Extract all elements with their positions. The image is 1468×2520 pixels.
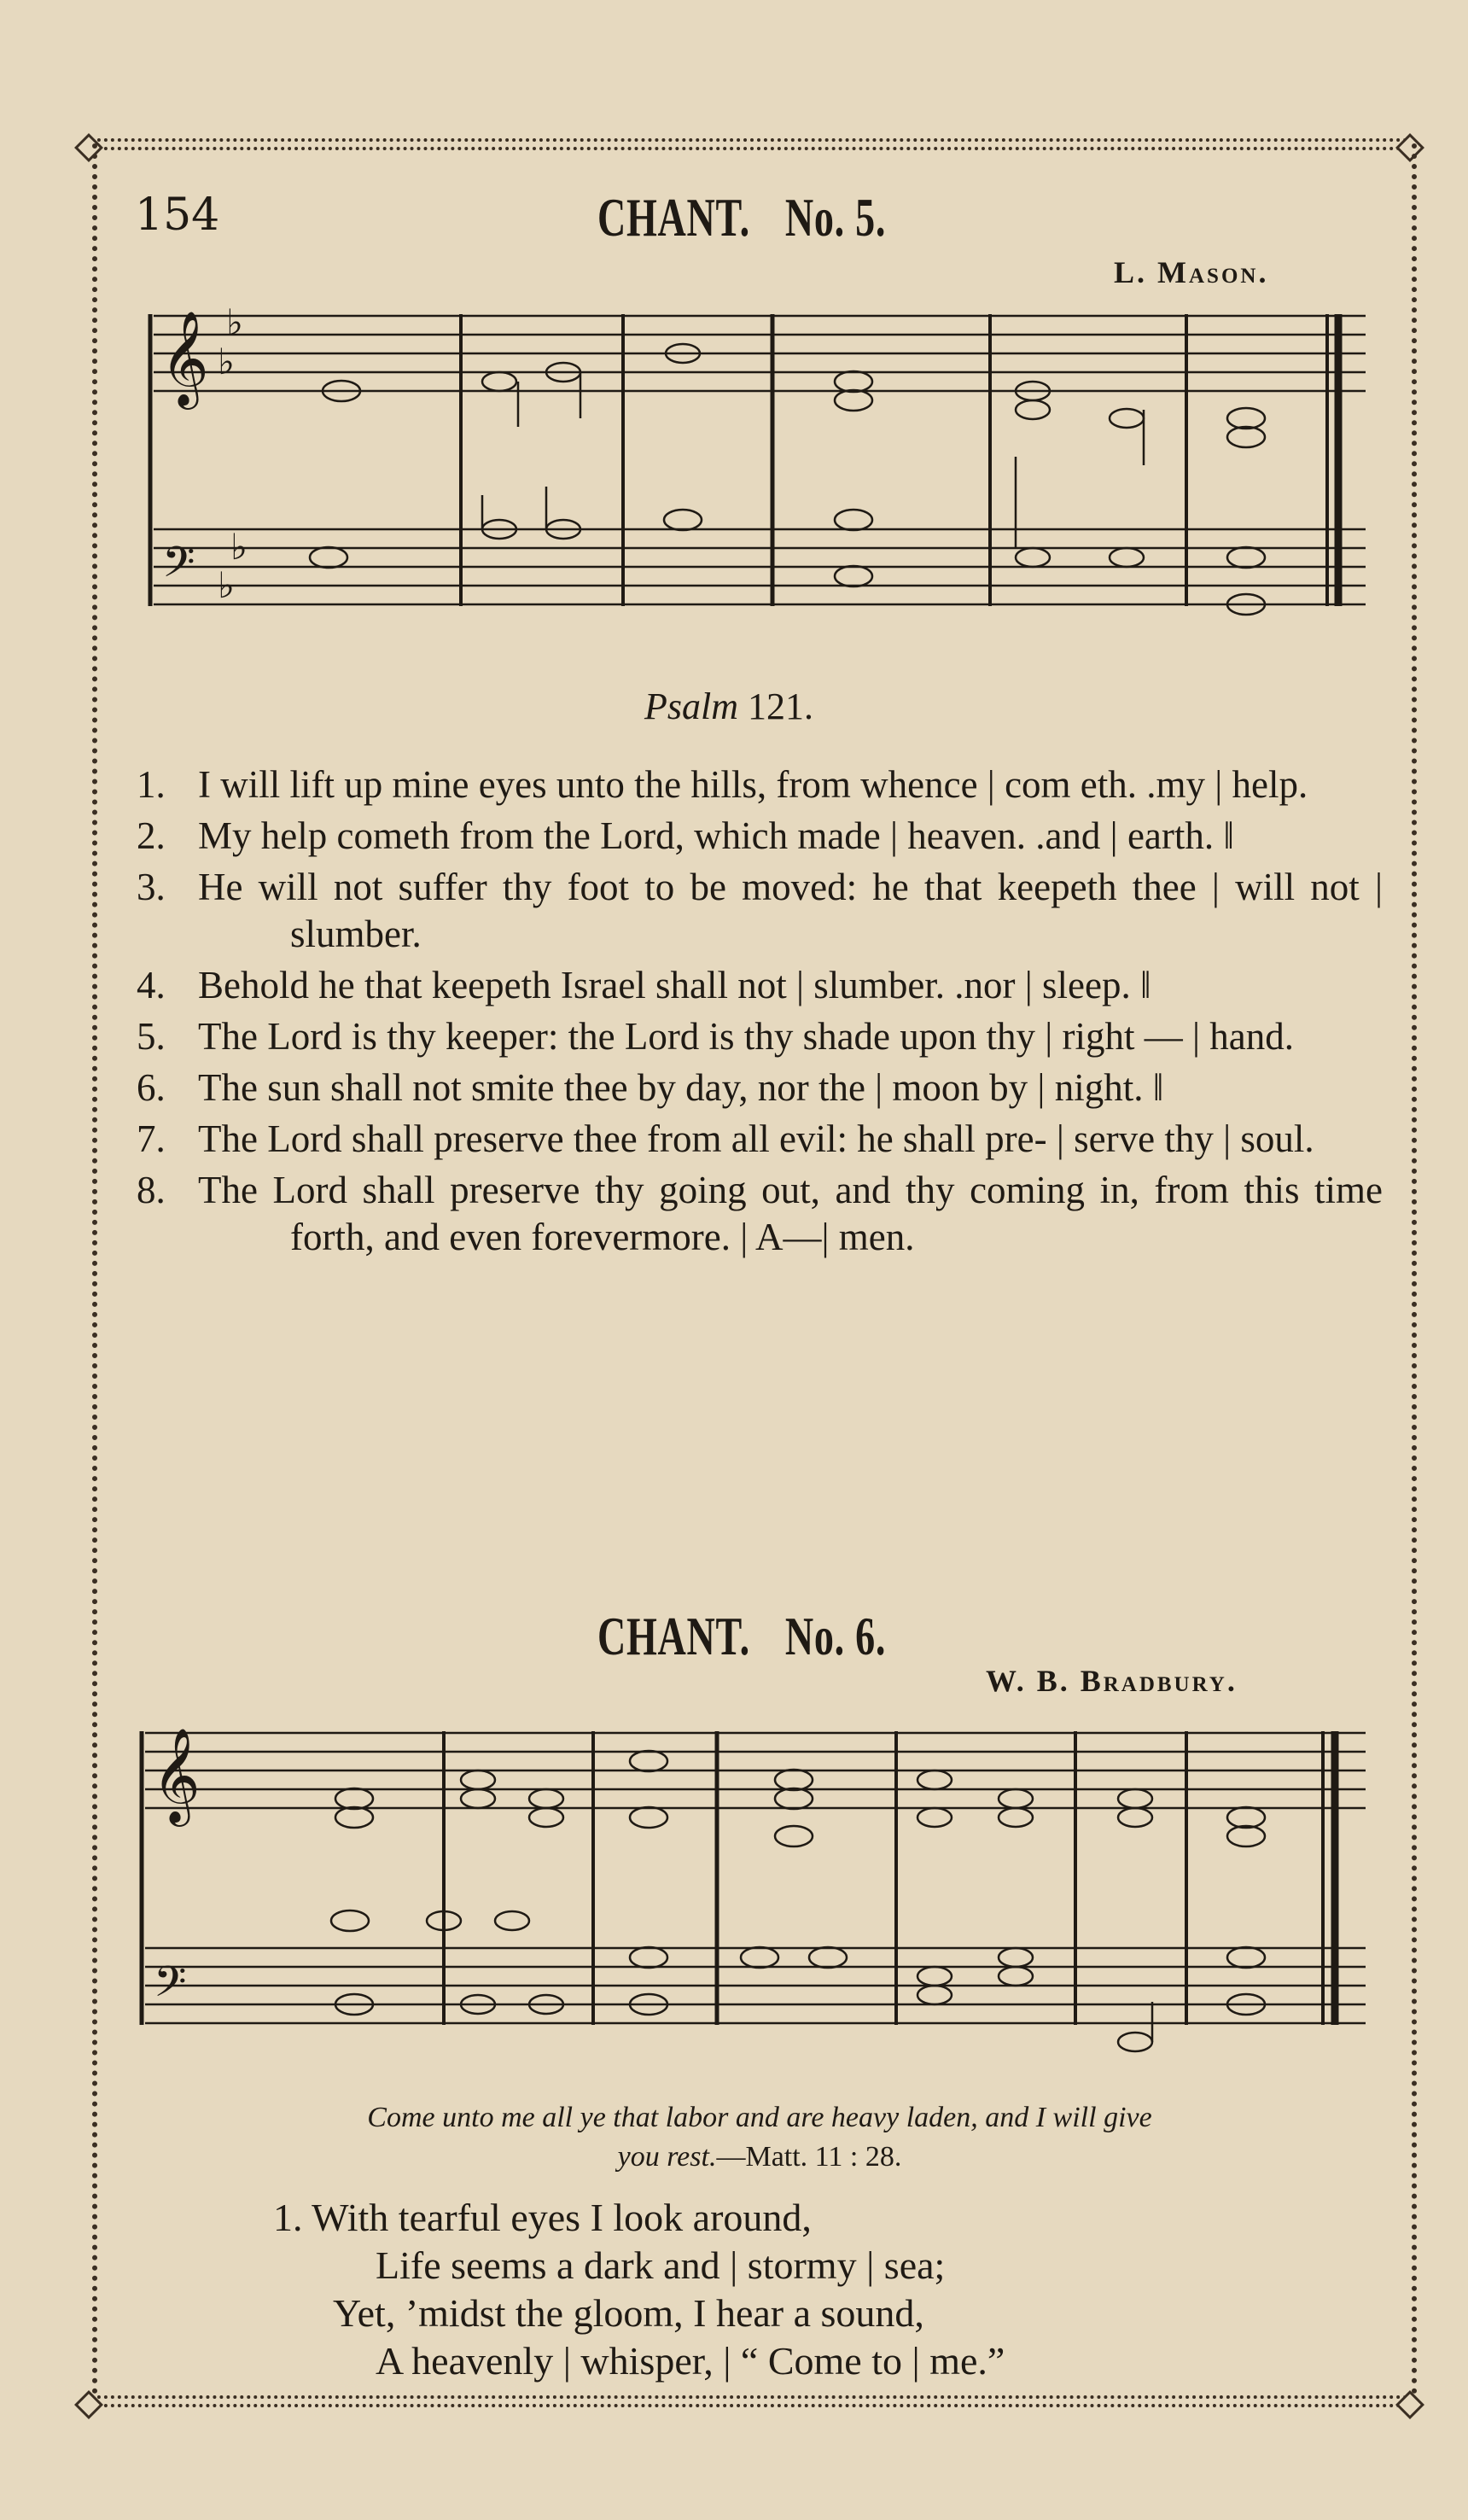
- page-number: 154: [135, 190, 220, 241]
- chant5-treble-staff: [154, 316, 1366, 391]
- svg-text:♭: ♭: [218, 564, 235, 606]
- hymn-line-3: Yet, ’midst the gloom, I hear a sound,: [333, 2291, 924, 2335]
- quote-reference: —Matt. 11 : 28.: [716, 2141, 902, 2173]
- chant6-title-chant: CHANT.: [597, 1606, 750, 1666]
- chant6-composer: W. B. Bradbury.: [986, 1664, 1238, 1698]
- psalm-label: Psalm: [644, 685, 738, 727]
- hymn-line-1: 1. With tearful eyes I look around,: [273, 2196, 812, 2239]
- verse-7: 7. The Lord shall preserve thee from all evil: he shall pre- | serve thy | soul.: [137, 1117, 1314, 1160]
- hymn-stanza: [273, 2194, 1005, 2385]
- quote-line-2-italic: you rest.: [617, 2141, 717, 2173]
- verse-4: 4. Behold he that keepeth Israel shall not | slumber. .nor | sleep. ‖: [137, 964, 1151, 1006]
- verse-3: 3. He will not suffer thy foot to be moved: he that keepeth thee | will not | slumber.: [137, 866, 1383, 955]
- verse-1: 1. I will lift up mine eyes unto the hills, from whence | com eth. .my | help.: [137, 763, 1308, 806]
- svg-text:𝄢: 𝄢: [162, 538, 195, 598]
- psalm-heading: [644, 685, 813, 728]
- verse-5: 5. The Lord is thy keeper: the Lord is thy shade upon thy | right — | hand.: [137, 1015, 1295, 1058]
- quote-line-1: Come unto me all ye that labor and are heavy laden, and I will give: [367, 2102, 1152, 2133]
- scripture-quote: [171, 2098, 1349, 2177]
- hymn-line-2: Life seems a dark and | stormy | sea;: [376, 2243, 946, 2287]
- svg-text:♭: ♭: [230, 526, 248, 568]
- svg-text:♭: ♭: [218, 341, 235, 382]
- svg-text:𝄢: 𝄢: [154, 1957, 187, 2017]
- verse-8: 8. The Lord shall preserve thy going out, and thy coming in, from this time forth, and even forevermore. | A—| men.: [137, 1169, 1383, 1258]
- verse-6: 6. The sun shall not smite thee by day, nor the | moon by | night. ‖: [137, 1066, 1164, 1109]
- chant5-title: [597, 186, 886, 249]
- hymn-stanza-number: 1.: [273, 2196, 303, 2239]
- chant6-score: [128, 1707, 1374, 2066]
- bottom-ornamental-rule: [84, 2395, 1415, 2407]
- verse-2: 2. My help cometh from the Lord, which made | heaven. .and | earth. ‖: [137, 814, 1235, 857]
- hymn-line-4: A heavenly | whisper, | “ Come to | me.”: [376, 2339, 1005, 2383]
- chant5-composer: L. Mason.: [1114, 255, 1269, 289]
- chant6-bass-staff: [145, 1948, 1366, 2023]
- chant5-title-no: No. 5.: [784, 187, 887, 248]
- svg-text:♭: ♭: [226, 301, 243, 343]
- chant6-title-no: No. 6.: [784, 1606, 887, 1666]
- chant6-treble-staff: [145, 1733, 1366, 1808]
- svg-text:𝄞: 𝄞: [152, 1727, 201, 1823]
- chant5-score: [145, 290, 1374, 632]
- psalm-verses: [137, 761, 1383, 1265]
- psalm-number: 121.: [748, 685, 813, 727]
- chant5-title-chant: CHANT.: [597, 187, 750, 248]
- svg-text:𝄞: 𝄞: [160, 310, 209, 405]
- quote-line-2: [171, 2138, 1349, 2177]
- chant6-title: [597, 1605, 886, 1668]
